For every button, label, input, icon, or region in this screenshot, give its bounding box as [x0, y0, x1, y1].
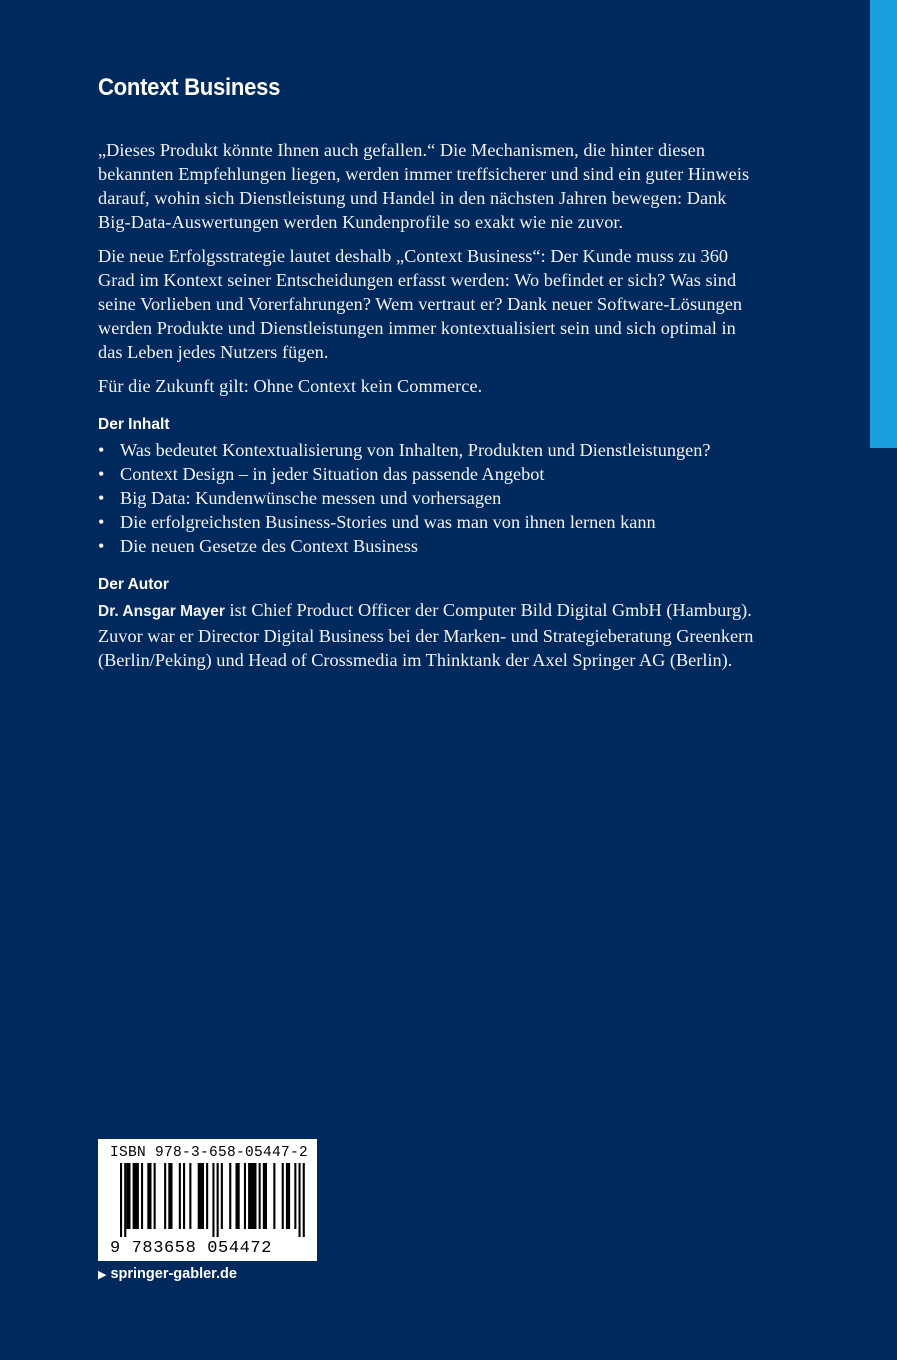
isbn-label: ISBN 978-3-658-05447-2	[110, 1145, 309, 1161]
list-item	[98, 534, 758, 558]
barcode-bar	[229, 1163, 231, 1229]
barcode-bar	[286, 1163, 290, 1229]
barcode-bar	[120, 1163, 122, 1237]
barcode-bar	[221, 1163, 223, 1229]
barcode-bar	[147, 1163, 151, 1229]
intro-paragraph-3: Für die Zukunft gilt: Ohne Context kein Commerce.	[98, 376, 483, 396]
bullet-icon: •	[98, 512, 105, 532]
barcode-bar	[198, 1163, 204, 1229]
author-name: Dr. Ansgar Mayer	[98, 603, 225, 620]
bullet-icon: •	[98, 440, 105, 460]
barcode-bar	[282, 1163, 284, 1229]
list-item	[98, 486, 758, 510]
publisher-url: springer-gabler.de	[110, 1266, 237, 1282]
intro-paragraph-2: Die neue Erfolgsstrategie lautet deshalb „Context Business“: Der Kunde muss zu 360 Grad im Kontext seiner Entscheidungen erfasst werden: Wo befindet er sich? Was sind seine Vorlieben und Vorerfahrungen? Wem vertraut er? Dank neuer Software-Lösungen werden Produkte und Dienstleistungen immer kontextualisiert sein und sich optimal in das Leben jedes Nutzers fügen.	[98, 246, 743, 362]
list-item	[98, 510, 758, 534]
accent-strip	[870, 0, 897, 448]
book-title: Context Business	[98, 74, 281, 101]
list-item-text: Big Data: Kundenwünsche messen und vorhersagen	[120, 488, 502, 508]
barcode-bar	[259, 1163, 261, 1229]
barcode-bar	[179, 1163, 181, 1229]
list-item-text: Context Design – in jeder Situation das passende Angebot	[120, 464, 545, 484]
barcode-bar	[133, 1163, 139, 1229]
barcode-bar	[154, 1163, 156, 1229]
list-item	[98, 462, 758, 486]
barcode-bar	[217, 1163, 219, 1237]
author-bio-text: ist Chief Product Officer der Computer Bild Digital GmbH (Hamburg). Zuvor war er Director Digital Business bei der Marken- und Strategieberatung Greenkern (Berlin/Peking) und Head of Crossmedia im Thinktank der Axel Springer AG (Berlin).	[98, 600, 754, 670]
barcode-bar	[294, 1163, 296, 1229]
barcode-bar	[164, 1163, 166, 1229]
contents-heading: Der Inhalt	[98, 416, 170, 433]
barcode-bar	[263, 1163, 267, 1229]
author-bio	[98, 598, 758, 672]
barcode-bar	[299, 1163, 301, 1237]
barcode-bar	[183, 1163, 185, 1229]
bullet-icon: •	[98, 536, 105, 556]
bullet-icon: •	[98, 464, 105, 484]
barcode-bar	[189, 1163, 191, 1229]
back-cover-text	[98, 72, 758, 672]
barcode-bar	[273, 1163, 275, 1229]
barcode-bar	[212, 1163, 214, 1237]
list-item-text: Die erfolgreichsten Business-Stories und was man von ihnen lernen kann	[120, 512, 656, 532]
barcode-bar	[236, 1163, 240, 1229]
list-item-text: Die neuen Gesetze des Context Business	[120, 536, 419, 556]
publisher-link[interactable]	[98, 1266, 237, 1282]
barcode-bar	[168, 1163, 172, 1229]
isbn-barcode	[98, 1139, 317, 1261]
barcode-bar	[244, 1163, 246, 1229]
author-heading: Der Autor	[98, 576, 169, 593]
barcode-bar	[303, 1163, 305, 1237]
barcode-bar	[124, 1163, 126, 1237]
contents-list	[98, 438, 758, 558]
barcode-bar	[141, 1163, 143, 1229]
intro-paragraph-1: „Dieses Produkt könnte Ihnen auch gefallen.“ Die Mechanismen, die hinter diesen bekannten Empfehlungen liegen, werden immer treffsicherer und sind ein guter Hinweis darauf, wohin sich Dienstleistung und Handel in den nächsten Jahren bewegen: Dank Big-Data-Auswertungen werden Kundenprofile so exakt wie nie zuvor.	[98, 140, 750, 232]
barcode-bar	[248, 1163, 256, 1229]
barcode-bar	[206, 1163, 208, 1229]
barcode-bar	[126, 1163, 130, 1229]
arrow-right-icon: ▶	[98, 1269, 107, 1281]
list-item	[98, 438, 758, 462]
barcode-bars	[120, 1163, 310, 1237]
barcode-digits: 9 783658 054472	[110, 1239, 273, 1258]
list-item-text: Was bedeutet Kontextualisierung von Inhalten, Produkten und Dienstleistungen?	[120, 440, 711, 460]
bullet-icon: •	[98, 488, 105, 508]
